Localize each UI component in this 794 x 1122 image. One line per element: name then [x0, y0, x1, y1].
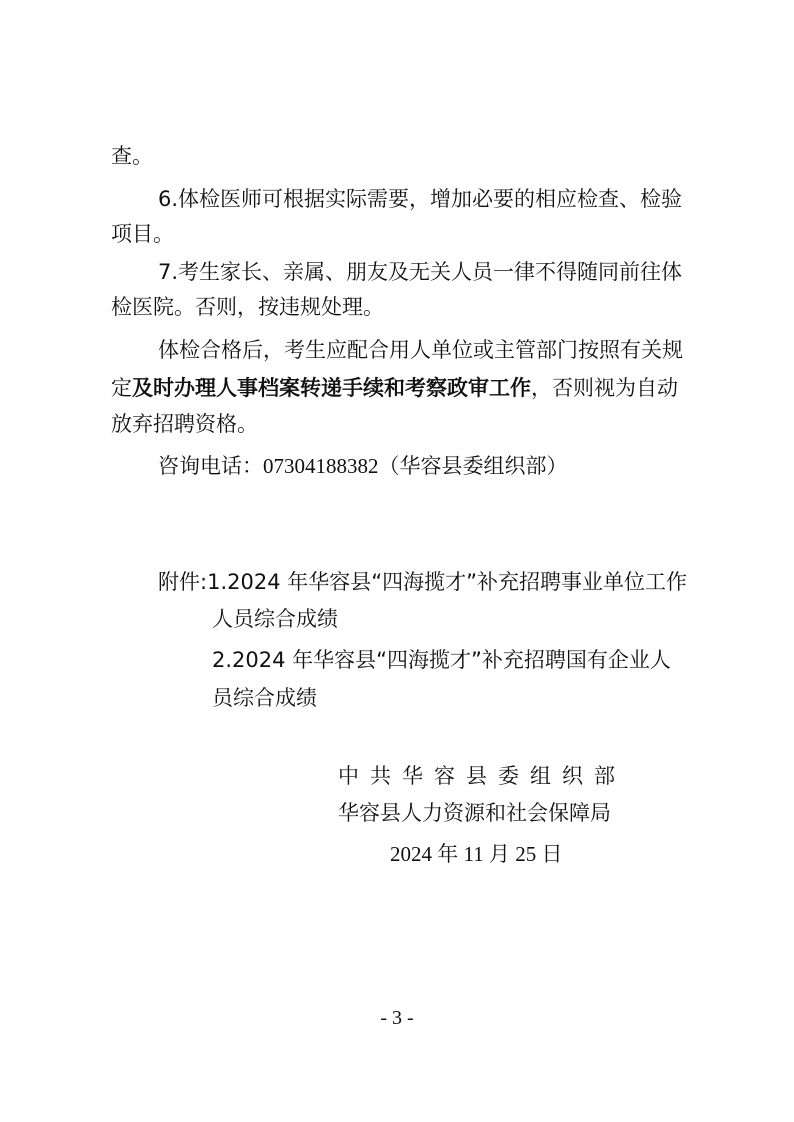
line-suffix: ，否则视为自动	[531, 376, 678, 400]
attachment-label: 附件:	[158, 570, 208, 594]
attachment-1-title: 1.2024 年华容县“四海揽才”补充招聘事业单位工作	[207, 570, 687, 594]
attachment-2-line-2: 员综合成绩	[212, 686, 317, 710]
body-paragraph-line-1: 体检合格后，考生应配合用人单位或主管部门按照有关规	[158, 338, 683, 362]
emphasis-text: 及时办理人事档案转递手续和考察政审工作	[132, 376, 531, 400]
body-item-7-line-2: 检医院。否则，按违规处理。	[111, 295, 384, 319]
body-item-6-line-2: 项目。	[111, 222, 174, 246]
contact-org: （华容县委组织部）	[378, 454, 568, 478]
body-paragraph-line-3: 放弃招聘资格。	[111, 412, 258, 436]
signature-org-1: 中共华容县委组织部	[338, 764, 626, 788]
contact-number: 07304188382	[263, 454, 379, 478]
signature-date: 2024 年 11 月 25 日	[390, 842, 563, 866]
body-paragraph-line-2	[111, 374, 678, 402]
attachment-2-line-1: 2.2024 年华容县“四海揽才”补充招聘国有企业人	[212, 648, 671, 672]
attachment-1-line-2: 人员综合成绩	[212, 607, 338, 631]
attachment-1-line-1	[158, 568, 687, 596]
contact-line	[158, 452, 568, 480]
body-item-7-line-1: 7.考生家长、亲属、朋友及无关人员一律不得随同前往体	[158, 260, 683, 284]
page-number: - 3 -	[380, 1007, 414, 1029]
contact-label: 咨询电话：	[158, 454, 263, 478]
signature-org-2: 华容县人力资源和社会保障局	[338, 801, 611, 825]
body-line-1: 查。	[111, 144, 153, 168]
line-prefix: 定	[111, 376, 132, 400]
body-item-6-line-1: 6.体检医师可根据实际需要，增加必要的相应检查、检验	[158, 187, 683, 211]
